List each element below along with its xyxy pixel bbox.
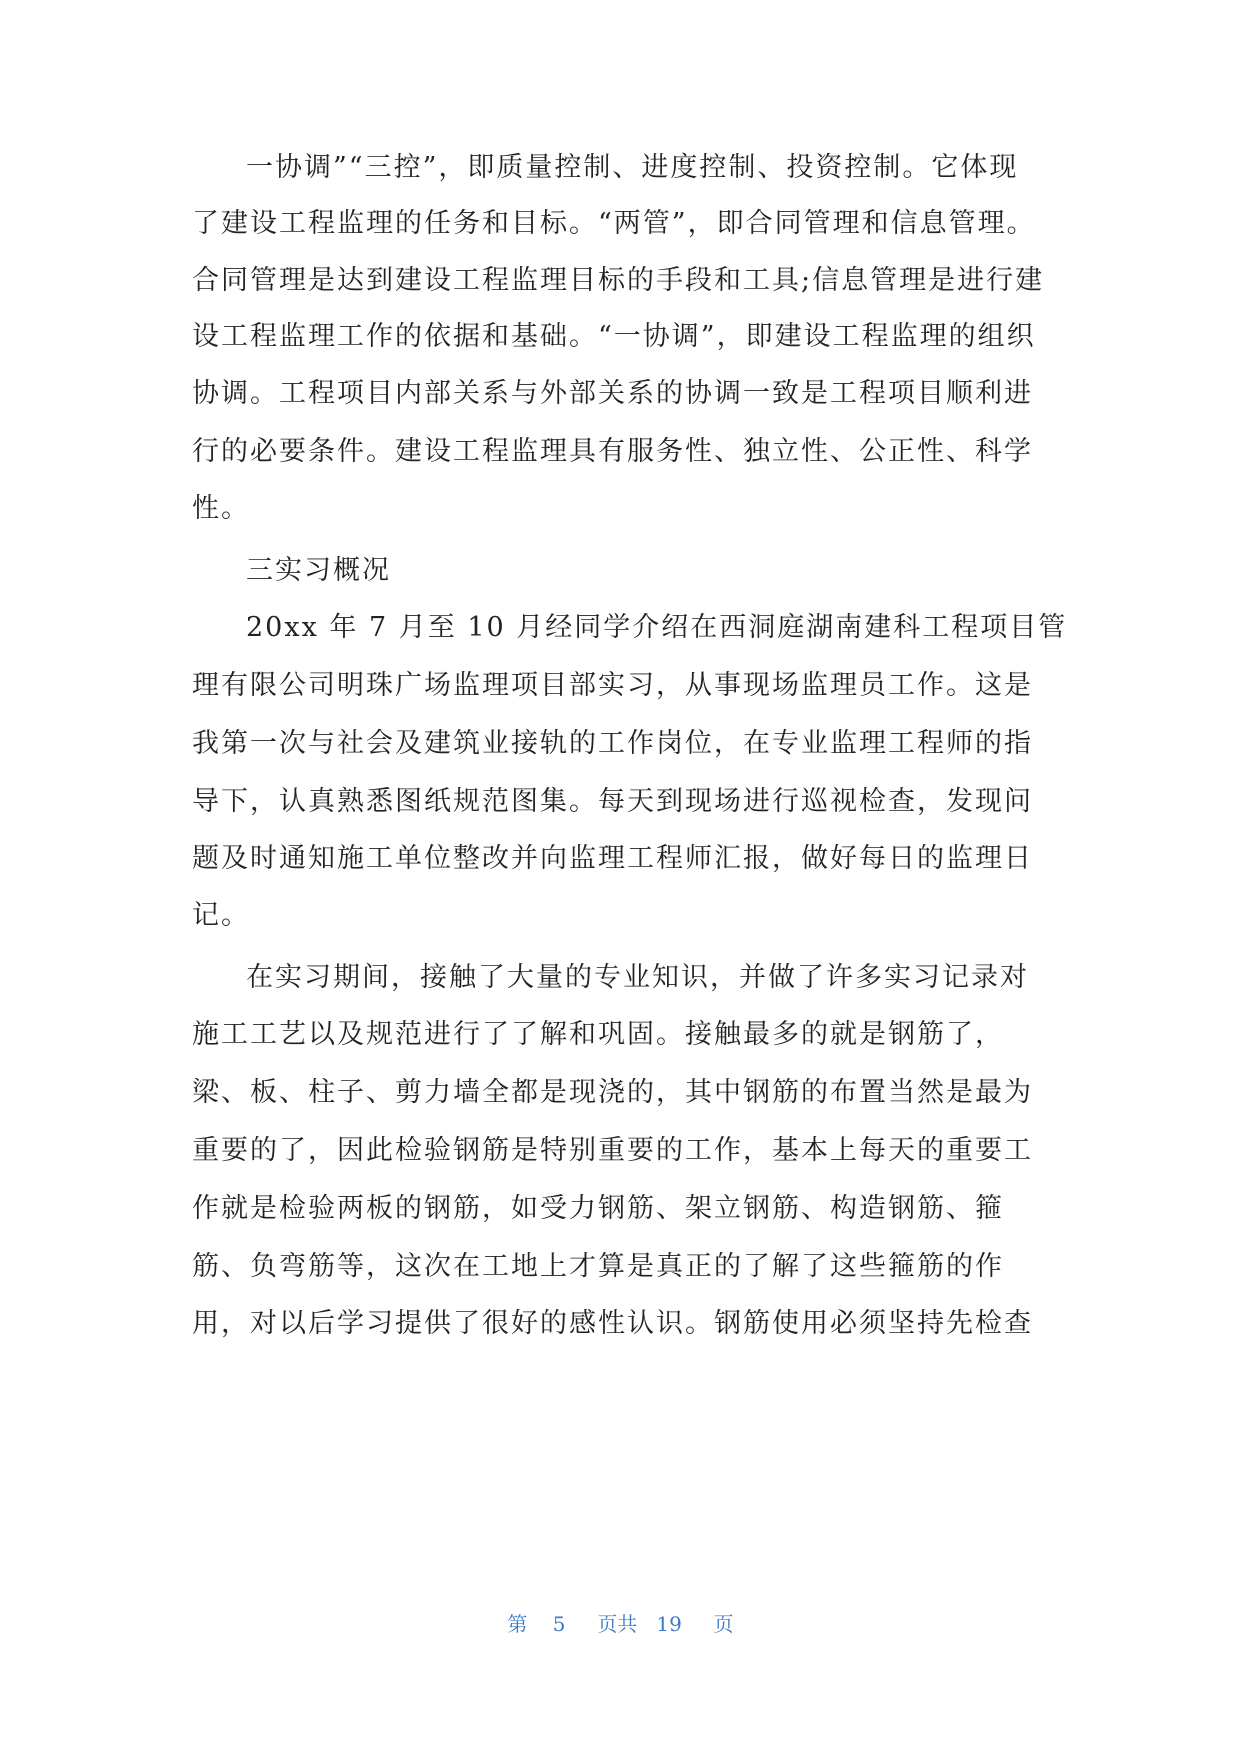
text-line-14: 记。 — [192, 900, 250, 931]
text-line-7: 性。 — [192, 493, 250, 524]
text-line-3: 合同管理是达到建设工程监理目标的手段和工具;信息管理是进行建 — [192, 265, 1045, 296]
text-line-15: 在实习期间，接触了大量的专业知识，并做了许多实习记录对 — [246, 962, 1029, 993]
page-label-3: 页 — [713, 1612, 734, 1636]
total-pages-number: 19 — [656, 1612, 682, 1636]
text-line-21: 用，对以后学习提供了很好的感性认识。钢筋使用必须坚持先检查 — [192, 1308, 1033, 1339]
current-page-number: 5 — [552, 1612, 566, 1636]
text-line-16: 施工工艺以及规范进行了了解和巩固。接触最多的就是钢筋了， — [192, 1019, 1004, 1050]
section-heading: 三实习概况 — [246, 555, 391, 586]
text-line-9: 20xx 年 7 月至 10 月经同学介绍在西洞庭湖南建科工程项目管 — [246, 612, 1068, 643]
text-line-13: 题及时通知施工单位整改并向监理工程师汇报，做好每日的监理日 — [192, 843, 1033, 874]
page-label-1: 第 — [507, 1612, 528, 1636]
text-line-11: 我第一次与社会及建筑业接轨的工作岗位，在专业监理工程师的指 — [192, 728, 1033, 759]
text-line-10: 理有限公司明珠广场监理项目部实习，从事现场监理员工作。这是 — [192, 670, 1033, 701]
text-line-5: 协调。工程项目内部关系与外部关系的协调一致是工程项目顺利进 — [192, 378, 1033, 409]
text-line-4: 设工程监理工作的依据和基础。“一协调”，即建设工程监理的组织 — [192, 321, 1036, 352]
text-line-17: 梁、板、柱子、剪力墙全都是现浇的，其中钢筋的布置当然是最为 — [192, 1077, 1033, 1108]
text-line-2: 了建设工程监理的任务和目标。“两管”，即合同管理和信息管理。 — [192, 208, 1036, 239]
text-line-20: 筋、负弯筋等，这次在工地上才算是真正的了解了这些箍筋的作 — [192, 1251, 1004, 1282]
text-line-12: 导下，认真熟悉图纸规范图集。每天到现场进行巡视检查，发现问 — [192, 786, 1033, 817]
page-footer — [0, 1608, 1241, 1637]
text-line-18: 重要的了，因此检验钢筋是特别重要的工作，基本上每天的重要工 — [192, 1135, 1033, 1166]
page-label-2: 页共 — [597, 1612, 638, 1636]
text-line-1: 一协调”“三控”，即质量控制、进度控制、投资控制。它体现 — [246, 152, 1019, 183]
text-line-19: 作就是检验两板的钢筋，如受力钢筋、架立钢筋、构造钢筋、箍 — [192, 1193, 1004, 1224]
text-line-6: 行的必要条件。建设工程监理具有服务性、独立性、公正性、科学 — [192, 436, 1033, 467]
